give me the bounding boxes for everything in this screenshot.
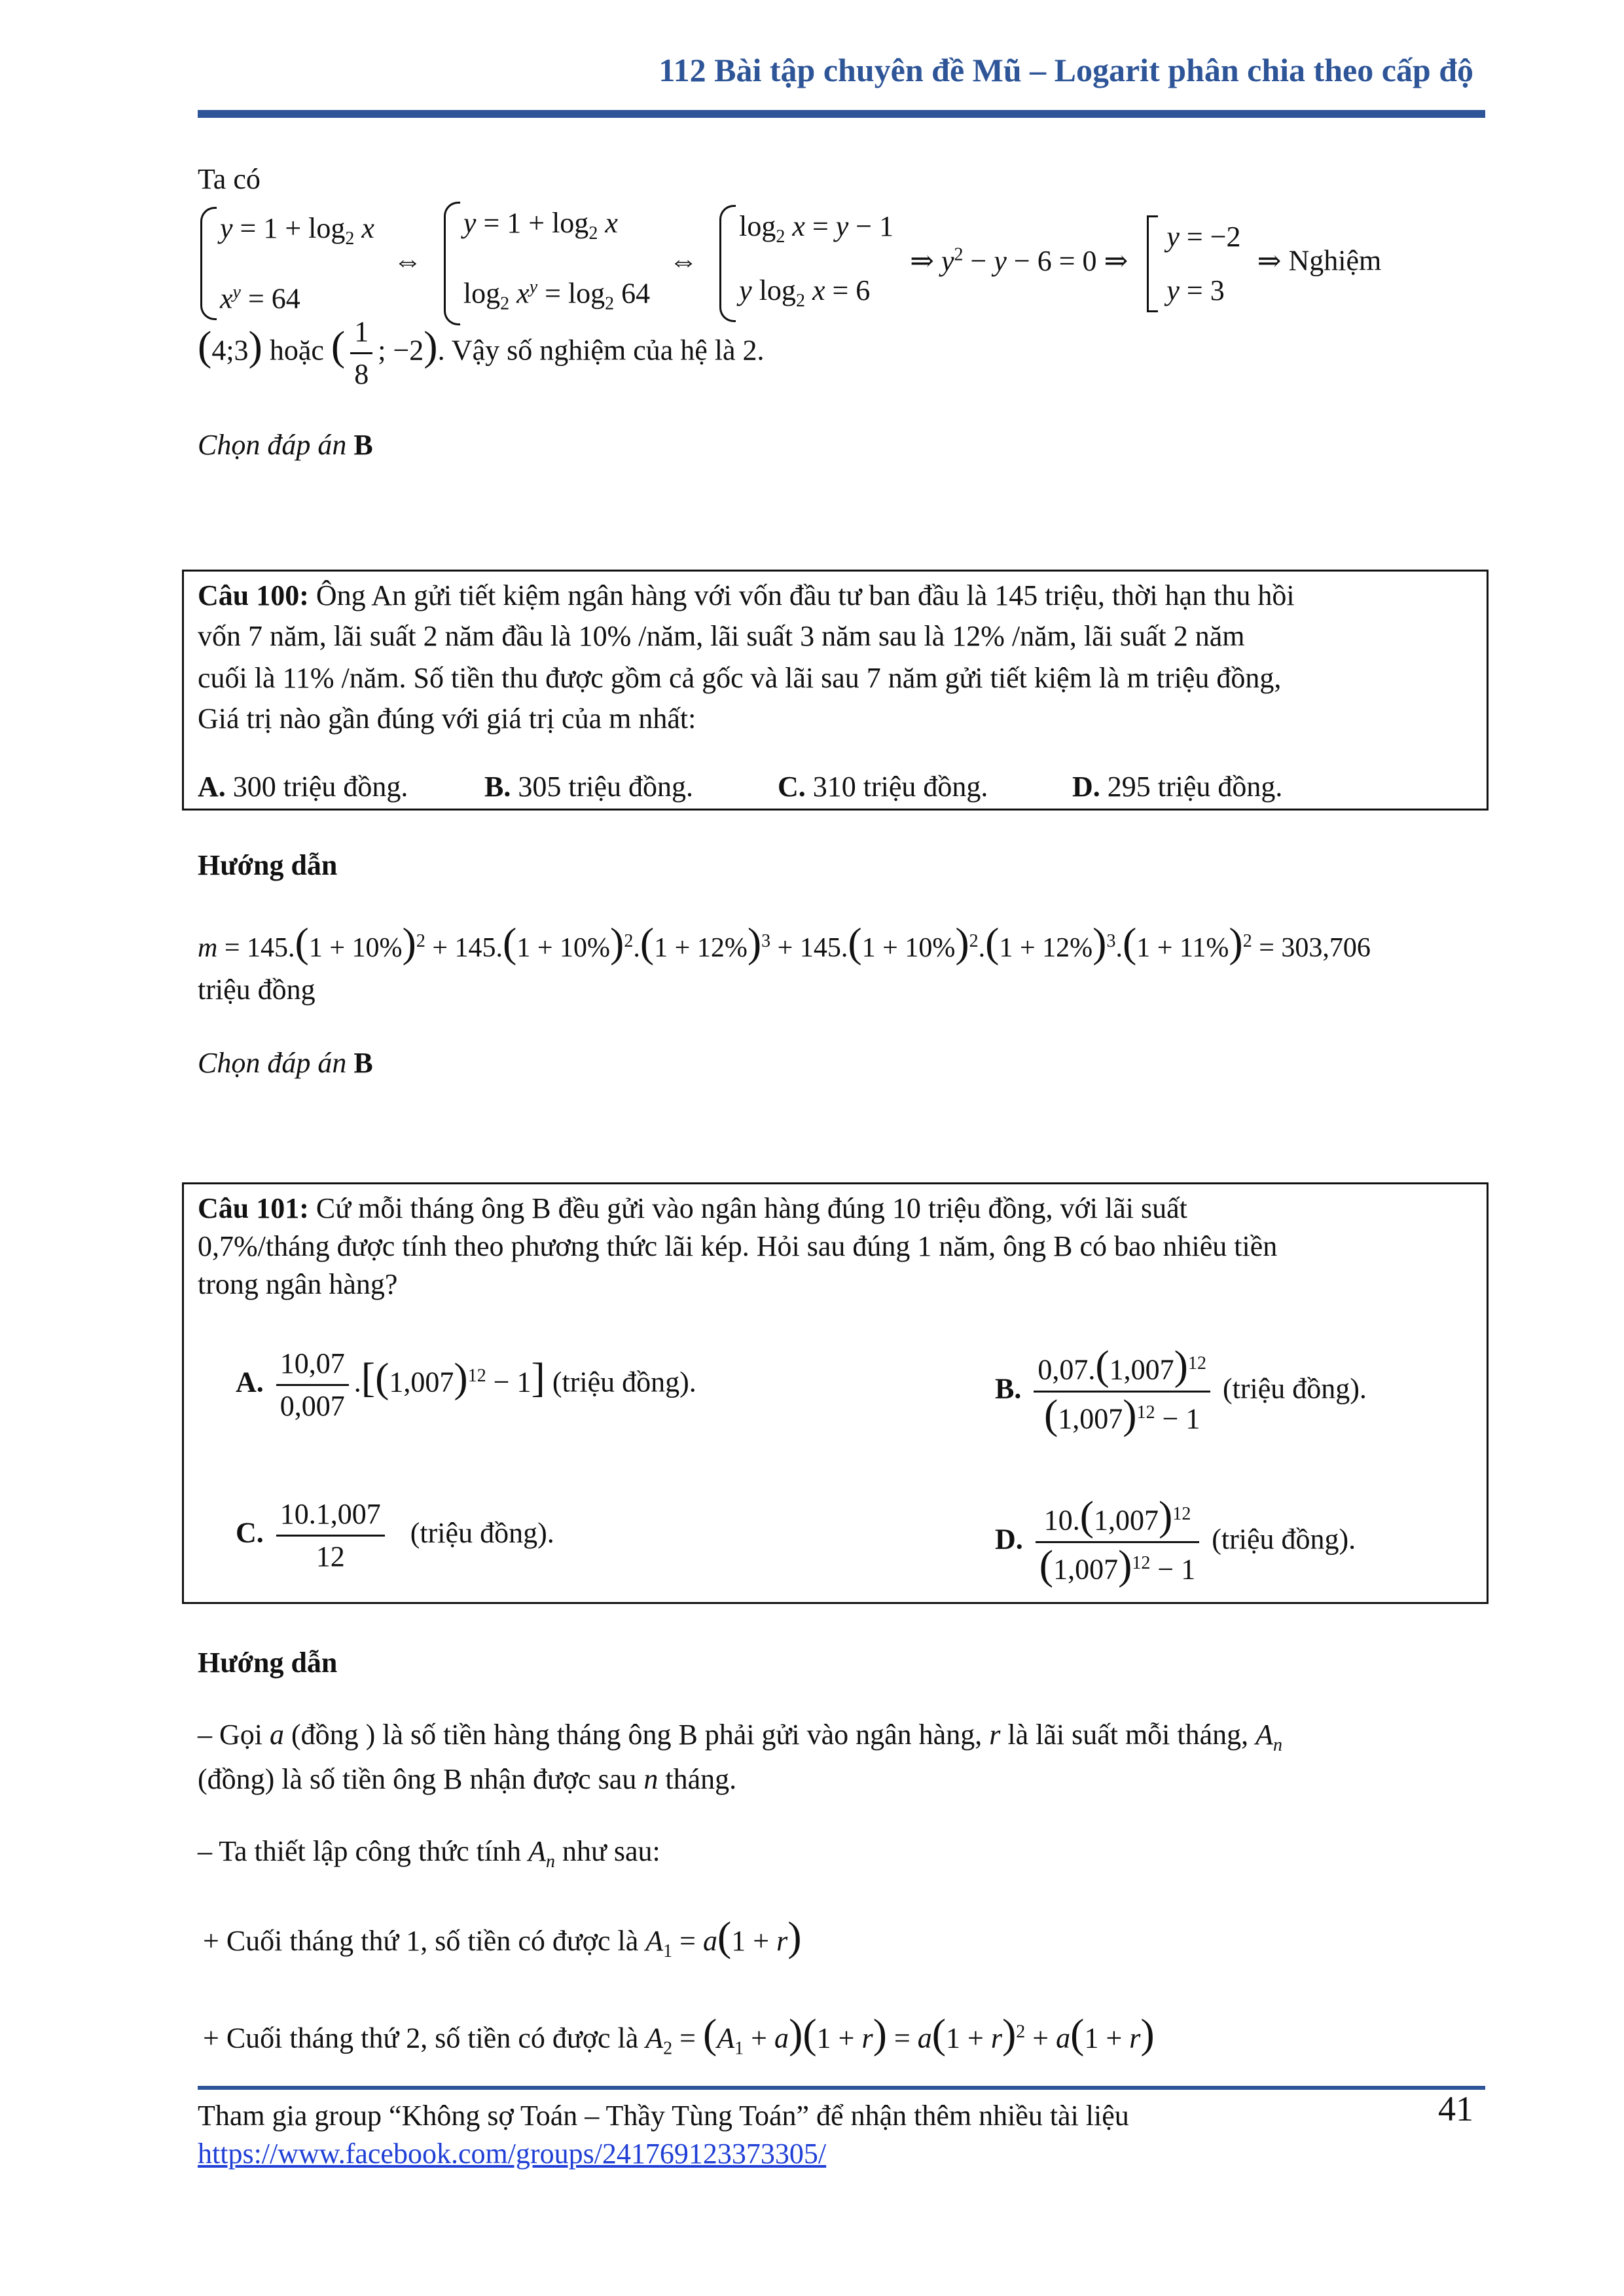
choose-prefix-q100: Chọn đáp án xyxy=(198,1047,347,1079)
q101-text-1: Cứ mỗi tháng ông B đều gửi vào ngân hàng đúng 10 triệu đồng, với lãi suất xyxy=(316,1192,1187,1224)
choose-letter-q100: B xyxy=(353,1047,373,1079)
q100-line2: vốn 7 năm, lãi suất 2 năm đầu là 10% /năm, lãi suất 3 năm sau là 12% /năm, lãi suất 2 năm xyxy=(198,620,1245,652)
answer-prev xyxy=(198,427,373,464)
q101-choice-b[interactable]: B. $\frac{0,07.(1,007)^{12}}{(1,007)^{12} - 1}$ (triệu đồng). xyxy=(995,1341,1367,1438)
guide-line-3: – Ta thiết lập công thức tính $A_n$ như sau: xyxy=(198,1835,660,1872)
choose-prefix: Chọn đáp án xyxy=(198,429,347,461)
q100-unit: triệu đồng xyxy=(198,974,316,1006)
ta-co: Ta có xyxy=(198,163,261,195)
page-number: 41 xyxy=(1438,2089,1473,2128)
system-1: $y = 1 + \log_2 x$ $x^y = 64$ xyxy=(198,202,374,325)
q100-choice-c[interactable]: C. 310 triệu đồng. xyxy=(778,771,988,803)
q100-formula: $m = 145.(1 + 10\%)^2 + 145.(1 + 10\%)^2.(1 + 12\%)^3 + 145.(1 + 10\%)^2.(1 + 12\%)^3.(1 + 11\%)^2 = 303,706$ xyxy=(198,919,1371,966)
footer-link[interactable]: https://www.facebook.com/groups/241769123373305/ xyxy=(198,2138,827,2170)
guide-line-2: (đồng) là số tiền ông B nhận được sau n tháng. xyxy=(198,1763,737,1795)
q101-line1 xyxy=(198,1190,1187,1227)
q100-line3: cuối là 11% /năm. Số tiền thu được gồm cả gốc và lãi sau 7 năm gửi tiết kiệm là m triệu đồng, xyxy=(198,662,1282,694)
answer-q100 xyxy=(198,1045,373,1082)
guide-line-5: + Cuối tháng thứ 2, số tiền có được là $A_2 = (A_1 + a)(1 + r) = a(1 + r)^2 + a(1 + r)$ xyxy=(203,2010,1155,2059)
guide-line-4: + Cuối tháng thứ 1, số tiền có được là $A_1 = a(1 + r)$ xyxy=(203,1913,802,1961)
system-derivation: $y = 1 + \log_2 x$ $x^y = 64$ ⇔ $y = 1 + \log_2 x$ $\log_2 x^y = \log_2 64$ ⇔ $\log_2 x = y - 1$ y $\log_2 x = 6$ ⇒ $y^2 - y - 6 = 0$ ⇒ y = −2 y = 3 ⇒ Nghiệm xyxy=(198,196,1381,331)
footer-text: Tham gia group “Không sợ Toán – Thầy Tùng Toán” để nhận thêm nhiều tài liệu xyxy=(198,2100,1129,2132)
q101-choice-c[interactable]: C. $\frac{10.1,007}{12}$ (triệu đồng). xyxy=(236,1494,554,1577)
solutions-line: (4;3) hoặc ( $\frac{1}{8}$ ; −2). Vậy số nghiệm của hệ là 2. xyxy=(198,312,765,395)
q100-choice-a[interactable]: A. 300 triệu đồng. xyxy=(198,771,408,803)
q100-result: 303,706 xyxy=(1281,933,1371,963)
footer-rule xyxy=(198,2086,1485,2090)
guide-line-1: – Gọi a (đồng ) là số tiền hàng tháng ông B phải gửi vào ngân hàng, r là lãi suất mỗi tháng, $A_n$ xyxy=(198,1719,1283,1755)
choose-letter: B xyxy=(353,429,373,461)
system-3: $\log_2 x = y - 1$ y $\log_2 x = 6$ xyxy=(717,200,893,328)
system-2: $y = 1 + \log_2 x$ $\log_2 x^y = \log_2 64$ xyxy=(441,196,650,331)
count-text: . Vậy số nghiệm của hệ là xyxy=(437,334,736,367)
q100-guide: Hướng dẫn xyxy=(198,849,338,881)
header-rule xyxy=(198,110,1485,118)
system-4: y = −2 y = 3 xyxy=(1144,210,1240,318)
q101-guide: Hướng dẫn xyxy=(198,1647,338,1679)
q100-line4: Giá trị nào gần đúng với giá trị của m nhất: xyxy=(198,702,696,735)
header-title: 112 Bài tập chuyên đề Mũ – Logarit phân chia theo cấp độ xyxy=(659,52,1473,88)
q100-choice-d[interactable]: D. 295 triệu đồng. xyxy=(1072,771,1283,803)
q101-label: Câu 101: xyxy=(198,1192,309,1224)
q101-line2: 0,7%/tháng được tính theo phương thức lãi kép. Hỏi sau đúng 1 năm, ông B có bao nhiêu tiền xyxy=(198,1230,1278,1262)
hoac-text: hoặc xyxy=(269,334,324,367)
nghiem-label: Nghiệm xyxy=(1288,244,1382,277)
q100-text-1: Ông An gửi tiết kiệm ngân hàng với vốn đầu tư ban đầu là 145 triệu, thời hạn thu hồi xyxy=(316,579,1295,611)
q100-line1 xyxy=(198,577,1295,614)
q101-choice-a[interactable]: A. $\frac{10,07}{0,007}$ $.[(1,007)^{12} - 1]$ (triệu đồng). xyxy=(236,1343,696,1427)
q101-line3: trong ngân hàng? xyxy=(198,1268,398,1300)
q100-label: Câu 100: xyxy=(198,579,309,611)
count-value: 2 xyxy=(742,334,757,367)
q100-choice-b[interactable]: B. 305 triệu đồng. xyxy=(484,771,693,803)
q101-choice-d[interactable]: D. $\frac{10.(1,007)^{12}}{(1,007)^{12} - 1}$ (triệu đồng). xyxy=(995,1492,1356,1588)
